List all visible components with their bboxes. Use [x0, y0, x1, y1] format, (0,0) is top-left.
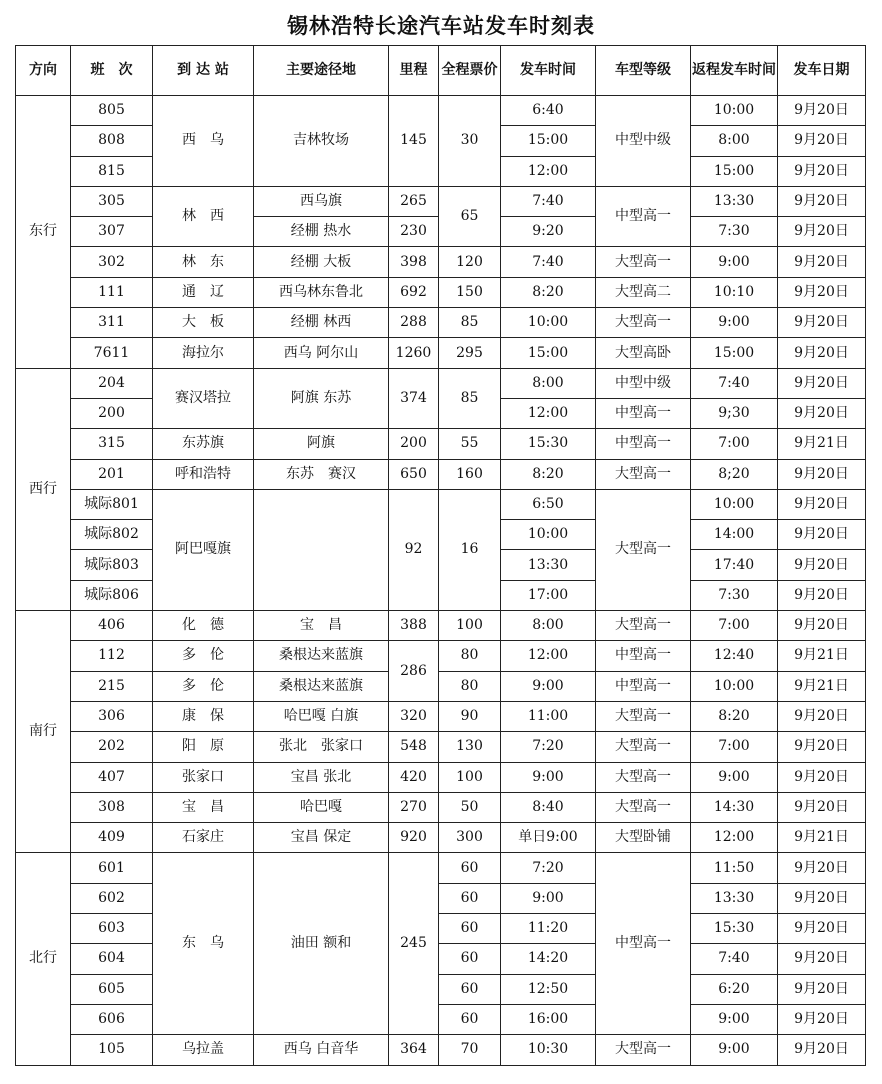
route-cell: 西乌林东鲁北 [254, 277, 389, 307]
number-cell: 305 [71, 186, 153, 216]
date-cell: 9月20日 [778, 277, 866, 307]
destination-cell: 大 板 [153, 308, 254, 338]
destination-cell: 多 伦 [153, 671, 254, 701]
fare-cell: 90 [439, 701, 501, 731]
departure-cell: 16:00 [501, 1004, 596, 1034]
grade-cell: 大型高一 [596, 732, 691, 762]
number-cell: 204 [71, 368, 153, 398]
grade-cell: 中型高一 [596, 429, 691, 459]
mileage-cell: 650 [389, 459, 439, 489]
fare-cell: 160 [439, 459, 501, 489]
return-cell: 9;30 [691, 398, 778, 428]
date-cell: 9月20日 [778, 611, 866, 641]
destination-cell: 呼和浩特 [153, 459, 254, 489]
departure-cell: 10:30 [501, 1035, 596, 1065]
mileage-cell: 388 [389, 611, 439, 641]
number-cell: 409 [71, 823, 153, 853]
date-cell: 9月20日 [778, 701, 866, 731]
grade-cell: 大型高一 [596, 459, 691, 489]
departure-cell: 12:00 [501, 641, 596, 671]
destination-cell: 东 乌 [153, 853, 254, 1035]
fare-cell: 65 [439, 186, 501, 247]
destination-cell: 西 乌 [153, 96, 254, 187]
number-cell: 111 [71, 277, 153, 307]
fare-cell: 16 [439, 489, 501, 610]
mileage-cell: 398 [389, 247, 439, 277]
table-row [16, 1035, 866, 1065]
number-cell: 7611 [71, 338, 153, 368]
destination-cell: 康 保 [153, 701, 254, 731]
return-cell: 9:00 [691, 1004, 778, 1034]
date-cell: 9月20日 [778, 489, 866, 519]
return-cell: 7:40 [691, 944, 778, 974]
route-cell: 宝昌 张北 [254, 762, 389, 792]
return-cell: 15:00 [691, 156, 778, 186]
return-cell: 13:30 [691, 186, 778, 216]
mileage-cell: 364 [389, 1035, 439, 1065]
date-cell: 9月20日 [778, 156, 866, 186]
date-cell: 9月20日 [778, 520, 866, 550]
date-cell: 9月20日 [778, 126, 866, 156]
departure-cell: 15:30 [501, 429, 596, 459]
fare-cell: 100 [439, 762, 501, 792]
header-mileage: 里程 [389, 46, 439, 96]
fare-cell: 120 [439, 247, 501, 277]
destination-cell: 石家庄 [153, 823, 254, 853]
header-grade: 车型等级 [596, 46, 691, 96]
date-cell: 9月20日 [778, 1004, 866, 1034]
return-cell: 15:30 [691, 914, 778, 944]
departure-cell: 7:20 [501, 732, 596, 762]
date-cell: 9月20日 [778, 762, 866, 792]
destination-cell: 乌拉盖 [153, 1035, 254, 1065]
destination-cell: 东苏旗 [153, 429, 254, 459]
number-cell: 306 [71, 701, 153, 731]
number-cell: 603 [71, 914, 153, 944]
route-cell: 宝昌 保定 [254, 823, 389, 853]
date-cell: 9月20日 [778, 974, 866, 1004]
return-cell: 14:30 [691, 792, 778, 822]
route-cell: 经棚 热水 [254, 217, 389, 247]
table-row [16, 974, 866, 1004]
table-row [16, 641, 866, 671]
grade-cell: 中型高一 [596, 186, 691, 247]
mileage-cell: 320 [389, 701, 439, 731]
destination-cell: 宝 昌 [153, 792, 254, 822]
header-number: 班 次 [71, 46, 153, 96]
departure-cell: 13:30 [501, 550, 596, 580]
route-cell: 东苏 赛汉 [254, 459, 389, 489]
number-cell: 311 [71, 308, 153, 338]
grade-cell: 大型高卧 [596, 338, 691, 368]
departure-cell: 9:00 [501, 883, 596, 913]
number-cell: 406 [71, 611, 153, 641]
grade-cell: 中型高一 [596, 671, 691, 701]
number-cell: 200 [71, 398, 153, 428]
table-row [16, 914, 866, 944]
route-cell: 阿旗 东苏 [254, 368, 389, 429]
direction-west: 西行 [16, 368, 71, 610]
fare-cell: 300 [439, 823, 501, 853]
fare-cell: 60 [439, 883, 501, 913]
departure-cell: 15:00 [501, 126, 596, 156]
departure-cell: 15:00 [501, 338, 596, 368]
table-row [16, 823, 866, 853]
mileage-cell: 1260 [389, 338, 439, 368]
mileage-cell: 200 [389, 429, 439, 459]
date-cell: 9月20日 [778, 247, 866, 277]
date-cell: 9月20日 [778, 792, 866, 822]
fare-cell: 295 [439, 338, 501, 368]
mileage-cell: 420 [389, 762, 439, 792]
return-cell: 9:00 [691, 762, 778, 792]
route-cell: 西乌 阿尔山 [254, 338, 389, 368]
table-row [16, 459, 866, 489]
departure-cell: 6:40 [501, 96, 596, 126]
date-cell: 9月20日 [778, 398, 866, 428]
return-cell: 17:40 [691, 550, 778, 580]
page-title: 锡林浩特长途汽车站发车时刻表 [287, 14, 595, 38]
return-cell: 10:00 [691, 489, 778, 519]
number-cell: 112 [71, 641, 153, 671]
mileage-cell: 270 [389, 792, 439, 822]
route-cell: 哈巴嘎 白旗 [254, 701, 389, 731]
grade-cell: 大型高一 [596, 792, 691, 822]
fare-cell: 60 [439, 1004, 501, 1034]
departure-cell: 14:20 [501, 944, 596, 974]
header-departure: 发车时间 [501, 46, 596, 96]
return-cell: 10:00 [691, 96, 778, 126]
date-cell: 9月21日 [778, 823, 866, 853]
fare-cell: 85 [439, 368, 501, 429]
fare-cell: 80 [439, 641, 501, 671]
route-cell: 桑根达来蓝旗 [254, 671, 389, 701]
departure-cell: 12:00 [501, 398, 596, 428]
fare-cell: 50 [439, 792, 501, 822]
departure-cell: 6:50 [501, 489, 596, 519]
number-cell: 202 [71, 732, 153, 762]
number-cell: 城际806 [71, 580, 153, 610]
grade-cell: 大型高一 [596, 762, 691, 792]
destination-cell: 张家口 [153, 762, 254, 792]
return-cell: 9:00 [691, 247, 778, 277]
grade-cell: 大型高一 [596, 611, 691, 641]
date-cell: 9月20日 [778, 580, 866, 610]
return-cell: 6:20 [691, 974, 778, 1004]
fare-cell: 80 [439, 671, 501, 701]
route-cell: 油田 额和 [254, 853, 389, 1035]
number-cell: 601 [71, 853, 153, 883]
destination-cell: 海拉尔 [153, 338, 254, 368]
date-cell: 9月20日 [778, 308, 866, 338]
date-cell: 9月20日 [778, 368, 866, 398]
date-cell: 9月21日 [778, 429, 866, 459]
header-return-time: 返程发车时间 [691, 46, 778, 96]
fare-cell: 30 [439, 96, 501, 187]
destination-cell: 多 伦 [153, 641, 254, 671]
route-cell: 哈巴嘎 [254, 792, 389, 822]
return-cell: 7:40 [691, 368, 778, 398]
table-row [16, 247, 866, 277]
table-row [16, 1004, 866, 1034]
number-cell: 407 [71, 762, 153, 792]
table-row [16, 762, 866, 792]
header-destination: 到 达 站 [153, 46, 254, 96]
date-cell: 9月20日 [778, 459, 866, 489]
destination-cell: 林 东 [153, 247, 254, 277]
departure-cell: 11:20 [501, 914, 596, 944]
destination-cell: 通 辽 [153, 277, 254, 307]
table-row [16, 701, 866, 731]
number-cell: 315 [71, 429, 153, 459]
route-cell: 桑根达来蓝旗 [254, 641, 389, 671]
header-route: 主要途径地 [254, 46, 389, 96]
destination-cell: 赛汉塔拉 [153, 368, 254, 429]
fare-cell: 70 [439, 1035, 501, 1065]
date-cell: 9月20日 [778, 1035, 866, 1065]
return-cell: 7:00 [691, 429, 778, 459]
return-cell: 11:50 [691, 853, 778, 883]
table-row [16, 186, 866, 216]
route-cell: 阿旗 [254, 429, 389, 459]
direction-south: 南行 [16, 611, 71, 853]
departure-cell: 8:20 [501, 277, 596, 307]
header-row [16, 46, 866, 96]
return-cell: 12:40 [691, 641, 778, 671]
date-cell: 9月21日 [778, 671, 866, 701]
route-cell: 西乌 白音华 [254, 1035, 389, 1065]
number-cell: 302 [71, 247, 153, 277]
table-row [16, 429, 866, 459]
destination-cell: 阳 原 [153, 732, 254, 762]
route-cell: 经棚 大板 [254, 247, 389, 277]
fare-cell: 60 [439, 974, 501, 1004]
return-cell: 13:30 [691, 883, 778, 913]
date-cell: 9月20日 [778, 883, 866, 913]
number-cell: 808 [71, 126, 153, 156]
departure-cell: 8:20 [501, 459, 596, 489]
header-direction: 方向 [16, 46, 71, 96]
fare-cell: 85 [439, 308, 501, 338]
number-cell: 805 [71, 96, 153, 126]
departure-cell: 17:00 [501, 580, 596, 610]
departure-cell: 10:00 [501, 308, 596, 338]
departure-cell: 12:00 [501, 156, 596, 186]
table-row [16, 732, 866, 762]
departure-cell: 8:00 [501, 611, 596, 641]
fare-cell: 130 [439, 732, 501, 762]
mileage-cell: 920 [389, 823, 439, 853]
fare-cell: 60 [439, 914, 501, 944]
return-cell: 12:00 [691, 823, 778, 853]
departure-cell: 8:00 [501, 368, 596, 398]
table-row [16, 611, 866, 641]
return-cell: 10:10 [691, 277, 778, 307]
destination-cell: 阿巴嘎旗 [153, 489, 254, 610]
number-cell: 城际803 [71, 550, 153, 580]
date-cell: 9月20日 [778, 944, 866, 974]
fare-cell: 60 [439, 853, 501, 883]
grade-cell: 大型高二 [596, 277, 691, 307]
departure-cell: 11:00 [501, 701, 596, 731]
departure-cell: 8:40 [501, 792, 596, 822]
table-row [16, 792, 866, 822]
table-row [16, 489, 866, 519]
grade-cell: 大型高一 [596, 701, 691, 731]
number-cell: 604 [71, 944, 153, 974]
mileage-cell: 92 [389, 489, 439, 610]
departure-cell: 7:40 [501, 186, 596, 216]
grade-cell: 中型高一 [596, 398, 691, 428]
number-cell: 105 [71, 1035, 153, 1065]
number-cell: 602 [71, 883, 153, 913]
return-cell: 14:00 [691, 520, 778, 550]
date-cell: 9月20日 [778, 186, 866, 216]
date-cell: 9月21日 [778, 641, 866, 671]
return-cell: 8;20 [691, 459, 778, 489]
table-row [16, 96, 866, 126]
number-cell: 815 [71, 156, 153, 186]
mileage-cell: 265 [389, 186, 439, 216]
route-cell: 西乌旗 [254, 186, 389, 216]
departure-cell: 7:40 [501, 247, 596, 277]
fare-cell: 60 [439, 944, 501, 974]
destination-cell: 林 西 [153, 186, 254, 247]
table-row [16, 944, 866, 974]
grade-cell: 中型高一 [596, 853, 691, 1035]
grade-cell: 大型高一 [596, 308, 691, 338]
departure-cell: 9:20 [501, 217, 596, 247]
route-cell: 吉林牧场 [254, 96, 389, 187]
route-cell: 经棚 林西 [254, 308, 389, 338]
fare-cell: 55 [439, 429, 501, 459]
route-cell: 张北 张家口 [254, 732, 389, 762]
return-cell: 7:30 [691, 580, 778, 610]
mileage-cell: 692 [389, 277, 439, 307]
number-cell: 307 [71, 217, 153, 247]
route-cell [254, 489, 389, 610]
table-row [16, 338, 866, 368]
return-cell: 9:00 [691, 308, 778, 338]
grade-cell: 中型中级 [596, 96, 691, 187]
route-cell: 宝 昌 [254, 611, 389, 641]
return-cell: 8:00 [691, 126, 778, 156]
header-date: 发车日期 [778, 46, 866, 96]
number-cell: 城际802 [71, 520, 153, 550]
table-row [16, 671, 866, 701]
departure-cell: 12:50 [501, 974, 596, 1004]
departure-cell: 9:00 [501, 671, 596, 701]
number-cell: 215 [71, 671, 153, 701]
return-cell: 9:00 [691, 1035, 778, 1065]
date-cell: 9月20日 [778, 914, 866, 944]
departure-cell: 单日9:00 [501, 823, 596, 853]
number-cell: 605 [71, 974, 153, 1004]
mileage-cell: 145 [389, 96, 439, 187]
destination-cell: 化 德 [153, 611, 254, 641]
mileage-cell: 288 [389, 308, 439, 338]
table-row [16, 853, 866, 883]
departure-cell: 9:00 [501, 762, 596, 792]
grade-cell: 中型中级 [596, 368, 691, 398]
number-cell: 201 [71, 459, 153, 489]
header-fare: 全程票价 [439, 46, 501, 96]
number-cell: 308 [71, 792, 153, 822]
number-cell: 城际801 [71, 489, 153, 519]
mileage-cell: 548 [389, 732, 439, 762]
table-row [16, 277, 866, 307]
date-cell: 9月20日 [778, 732, 866, 762]
fare-cell: 100 [439, 611, 501, 641]
grade-cell: 大型卧铺 [596, 823, 691, 853]
mileage-cell: 374 [389, 368, 439, 429]
table-row [16, 883, 866, 913]
mileage-cell: 245 [389, 853, 439, 1035]
return-cell: 15:00 [691, 338, 778, 368]
departure-cell: 10:00 [501, 520, 596, 550]
date-cell: 9月20日 [778, 853, 866, 883]
mileage-cell: 286 [389, 641, 439, 702]
number-cell: 606 [71, 1004, 153, 1034]
date-cell: 9月20日 [778, 338, 866, 368]
direction-east: 东行 [16, 96, 71, 369]
table-row [16, 308, 866, 338]
mileage-cell: 230 [389, 217, 439, 247]
grade-cell: 中型高一 [596, 641, 691, 671]
date-cell: 9月20日 [778, 550, 866, 580]
return-cell: 7:30 [691, 217, 778, 247]
fare-cell: 150 [439, 277, 501, 307]
date-cell: 9月20日 [778, 96, 866, 126]
date-cell: 9月20日 [778, 217, 866, 247]
return-cell: 7:00 [691, 611, 778, 641]
grade-cell: 大型高一 [596, 1035, 691, 1065]
schedule-table [15, 45, 866, 1066]
departure-cell: 7:20 [501, 853, 596, 883]
table-row [16, 368, 866, 398]
return-cell: 7:00 [691, 732, 778, 762]
return-cell: 8:20 [691, 701, 778, 731]
grade-cell: 大型高一 [596, 247, 691, 277]
grade-cell: 大型高一 [596, 489, 691, 610]
return-cell: 10:00 [691, 671, 778, 701]
direction-north: 北行 [16, 853, 71, 1065]
